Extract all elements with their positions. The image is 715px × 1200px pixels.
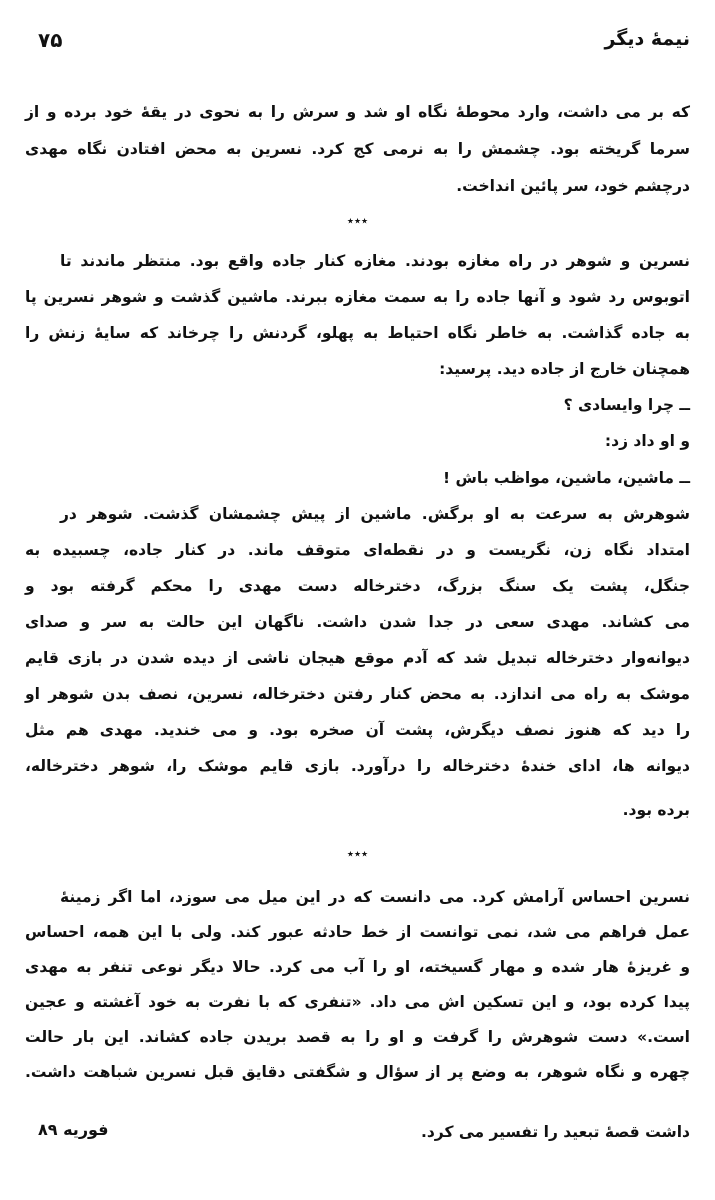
text-line: اتوبوس رد شود و آنها جاده را به سمت مغازه ببرند. ماشین گذشت و شوهر نسرین پا bbox=[25, 288, 690, 306]
dialogue-line: ــ چرا وایسادی ؟ bbox=[563, 396, 690, 414]
text-line: موشک به راه می اندازد. به محض کنار رفتن دخترخاله، نسرین، نصف بدن شوهر او bbox=[25, 685, 690, 703]
text-line: نسرین و شوهر در راه مغازه بودند. مغازه کنار جاده واقع بود. منتظر ماندند تا bbox=[60, 252, 690, 270]
text-line: چهره و نگاه شوهر، به وضع پر از سؤال و شگفتی دقایق قبل نسرین شباهت داشت. bbox=[25, 1063, 690, 1081]
text-line: برده بود. bbox=[622, 801, 690, 819]
text-line: می کشاند. مهدی سعی در جدا شدن داشت. ناگهان این حالت به سر و صدای bbox=[25, 613, 690, 631]
text-line: به جاده گذاشت. به خاطر نگاه احتیاط به پهلو، گردنش را چرخاند که سایهٔ زنش را bbox=[25, 324, 690, 342]
text-line: و غریزهٔ هار شده و مهار گسیخته، او را آب می کرد. حالا دیگر نوعی تنفر به مهدی bbox=[25, 958, 690, 976]
text-line: سرما گریخته بود. چشمش را به نرمی کج کرد. نسرین به محض افتادن نگاه مهدی bbox=[25, 140, 690, 158]
text-line: دیوانه‌وار دخترخاله تبدیل شد که آدم موقع هیجان ناشی از دیده شدن در بازی قایم bbox=[25, 649, 690, 667]
section-separator: ٭٭٭ bbox=[346, 214, 369, 229]
text-line: که بر می داشت، وارد محوطهٔ نگاه او شد و سرش را به نحوی در یقهٔ خود برده و از bbox=[25, 103, 690, 121]
text-line: دیوانه ها، ادای خندهٔ دخترخاله را درآورد. بازی قایم موشک را، شوهر دخترخاله، bbox=[25, 757, 690, 775]
text-line: است.» دست شوهرش را گرفت و او را به قصد بریدن جاده کشاند. این بار حالت bbox=[25, 1028, 690, 1046]
dialogue-line: ــ ماشین، ماشین، مواظب باش ! bbox=[443, 469, 690, 487]
text-line: پیدا کرده بود، و این تسکین اش می داد. «تنفری که با نفرت به خود آغشته و عجین bbox=[25, 993, 690, 1011]
text-line: همچنان خارج از جاده دید. پرسید: bbox=[439, 360, 690, 378]
text-line: عمل فراهم می شد، نمی توانست از خط حادثه عبور کند. ولی با این همه، احساس bbox=[25, 923, 690, 941]
dialogue-line: و او داد زد: bbox=[604, 432, 690, 450]
text-line: درچشم خود، سر پائین انداخت. bbox=[456, 177, 690, 195]
text-line: را دید که هنوز نصف دیگرش، پشت آن صخره بود. و می خندید. مهدی هم مثل bbox=[25, 721, 690, 739]
text-line: داشت قصهٔ تبعید را تفسیر می کرد. bbox=[420, 1123, 690, 1141]
footer-date: فوریه ۸۹ bbox=[38, 1120, 109, 1139]
running-title: نیمهٔ دیگر bbox=[604, 28, 690, 50]
page-number: ۷۵ bbox=[38, 28, 63, 52]
text-line: نسرین احساس آرامش کرد. می دانست که در این میل می سوزد، اما اگر زمینهٔ bbox=[60, 888, 690, 906]
text-line: جنگل، پشت یک سنگ بزرگ، دخترخاله دست مهدی را محکم گرفته بود و bbox=[25, 577, 690, 595]
section-separator: ٭٭٭ bbox=[346, 847, 369, 862]
text-line: امتداد نگاه زن، نگریست و در نقطه‌ای متوقف ماند. در کنار جاده، چسبیده به bbox=[25, 541, 690, 559]
text-line: شوهرش به سرعت به او برگش. ماشین از پیش چشمشان گذشت. شوهر در bbox=[60, 505, 690, 523]
